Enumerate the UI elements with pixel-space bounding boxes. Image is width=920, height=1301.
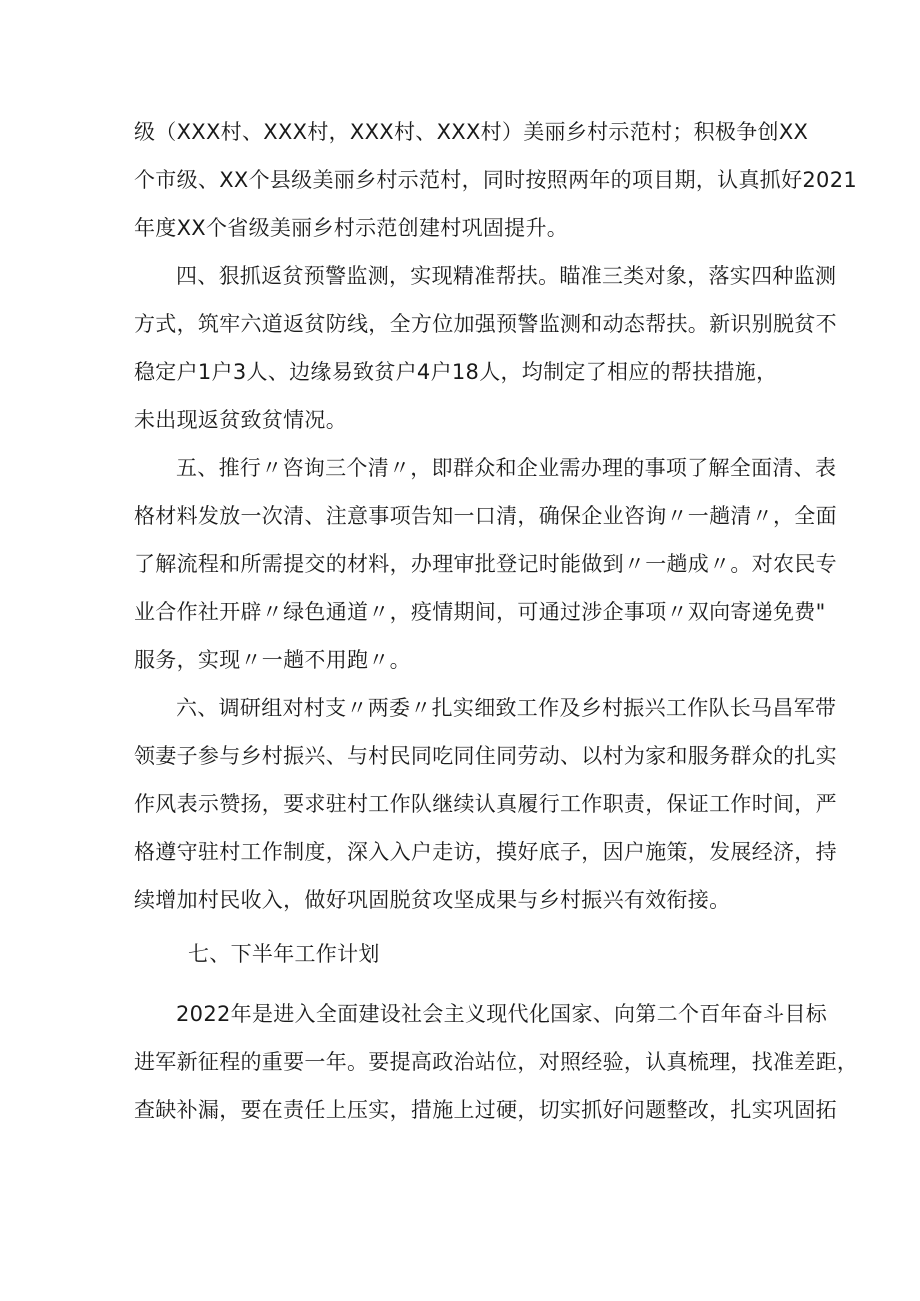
paragraph-line: 服务，实现〃一趟不用跑〃。 <box>134 648 411 672</box>
paragraph-line: 作风表示赞扬，要求驻村工作队继续认真履行工作职责，保证工作时间，严 <box>134 792 837 816</box>
paragraph-line: 业合作社开辟〃绿色通道〃，疫情期间，可通过涉企事项〃双向寄递免费" <box>134 600 826 624</box>
paragraph-line: 续增加村民收入，做好巩固脱贫攻坚成果与乡村振兴有效衔接。 <box>134 888 731 912</box>
paragraph-line: 了解流程和所需提交的材料，办理审批登记时能做到〃一趟成〃。对农民专 <box>134 552 837 576</box>
paragraph-line: 级（XXX村、XXX村，XXX村、XXX村）美丽乡村示范村；积极争创XX <box>134 120 809 144</box>
paragraph-line: 2022年是进入全面建设社会主义现代化国家、向第二个百年奋斗目标 <box>176 1002 828 1026</box>
paragraph-line: 四、狠抓返贫预警监测，实现精准帮扶。瞄准三类对象，落实四种监测 <box>176 264 837 288</box>
paragraph-line: 稳定户1户3人、边缘易致贫户4户18人，均制定了相应的帮扶措施， <box>134 360 778 384</box>
paragraph-line: 年度XX个省级美丽乡村示范创建村巩固提升。 <box>134 216 569 240</box>
paragraph-line: 个市级、XX个县级美丽乡村示范村，同时按照两年的项目期，认真抓好2021 <box>134 168 858 192</box>
paragraph-line: 方式，筑牢六道返贫防线，全方位加强预警监测和动态帮扶。新识别脱贫不 <box>134 312 837 336</box>
section-heading: 七、下半年工作计划 <box>188 942 380 966</box>
paragraph-line: 查缺补漏，要在责任上压实，措施上过硬，切实抓好问题整改，扎实巩固拓 <box>134 1098 837 1122</box>
paragraph-line: 六、调研组对村支〃两委〃扎实细致工作及乡村振兴工作队长马昌军带 <box>176 696 837 720</box>
paragraph-line: 进军新征程的重要一年。要提高政治站位，对照经验，认真梳理，找准差距， <box>134 1050 859 1074</box>
paragraph-line: 格遵守驻村工作制度，深入入户走访，摸好底子，因户施策，发展经济，持 <box>134 840 837 864</box>
paragraph-line: 五、推行〃咨询三个清〃，即群众和企业需办理的事项了解全面清、表 <box>176 456 837 480</box>
paragraph-line: 领妻子参与乡村振兴、与村民同吃同住同劳动、以村为家和服务群众的扎实 <box>134 744 837 768</box>
paragraph-line: 格材料发放一次清、注意事项告知一口清，确保企业咨询〃一趟清〃，全面 <box>134 504 837 528</box>
paragraph-line: 未出现返贫致贫情况。 <box>134 408 347 432</box>
